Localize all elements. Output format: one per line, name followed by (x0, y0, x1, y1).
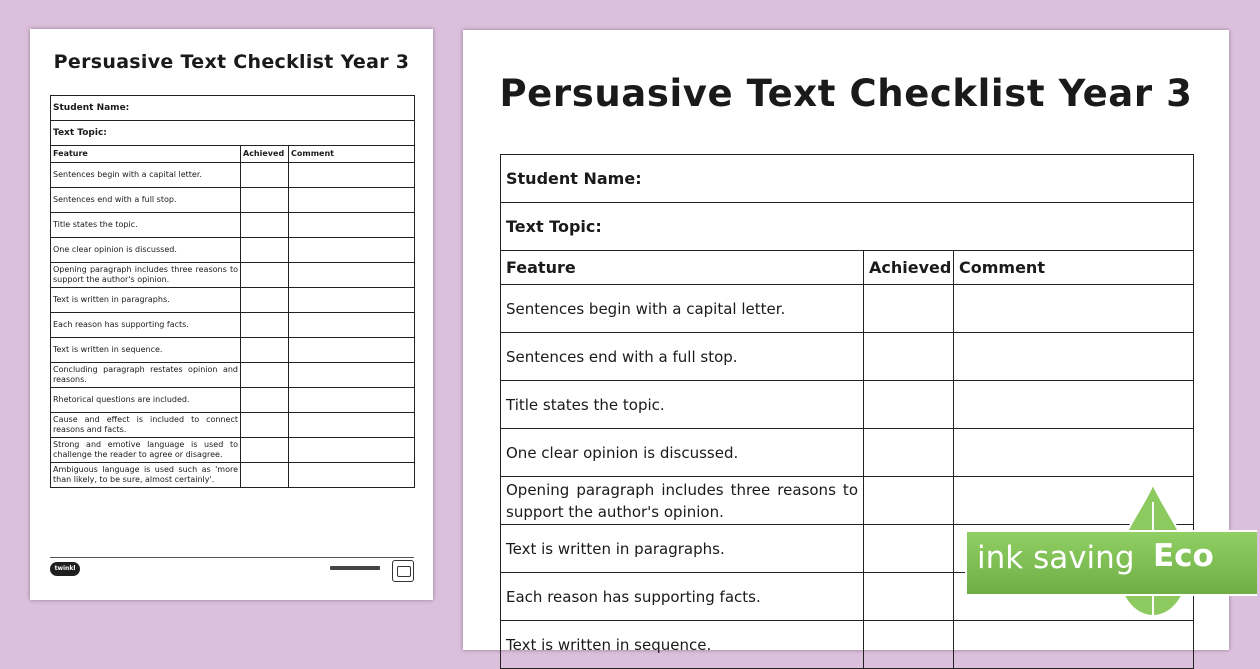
footer-badge-icon (392, 560, 414, 582)
feature-cell: Cause and effect is included to connect reasons and facts. (51, 413, 241, 438)
table-row (501, 333, 1194, 381)
feature-header: Feature (51, 146, 241, 163)
feature-cell: Text is written in sequence. (51, 338, 241, 363)
feature-cell: Concluding paragraph restates opinion and reasons. (51, 363, 241, 388)
comment-cell[interactable] (289, 238, 415, 263)
feature-cell: Sentences end with a full stop. (51, 188, 241, 213)
achieved-cell[interactable] (241, 413, 289, 438)
table-row (501, 285, 1194, 333)
student-name-label: Student Name: (51, 96, 415, 121)
feature-cell: Sentences begin with a capital letter. (51, 163, 241, 188)
comment-cell[interactable] (289, 388, 415, 413)
table-row (51, 238, 415, 263)
text-topic-label: Text Topic: (51, 121, 415, 146)
table-row (51, 363, 415, 388)
comment-cell[interactable] (954, 621, 1194, 669)
thumbnail-checklist-table (50, 95, 415, 488)
eco-label: Eco (1153, 538, 1214, 574)
table-row (51, 163, 415, 188)
achieved-cell[interactable] (241, 213, 289, 238)
comment-cell[interactable] (289, 263, 415, 288)
comment-cell[interactable] (289, 463, 415, 488)
comment-cell[interactable] (289, 188, 415, 213)
feature-cell: Text is written in sequence. (501, 621, 864, 669)
table-row (51, 463, 415, 488)
achieved-cell[interactable] (864, 477, 954, 525)
twinkl-logo: twinkl (50, 562, 80, 576)
table-row (51, 313, 415, 338)
feature-cell: Title states the topic. (501, 381, 864, 429)
achieved-cell[interactable] (864, 573, 954, 621)
achieved-cell[interactable] (241, 463, 289, 488)
footer-copyright-mark (330, 566, 380, 570)
achieved-cell[interactable] (864, 333, 954, 381)
comment-cell[interactable] (954, 333, 1194, 381)
achieved-cell[interactable] (241, 263, 289, 288)
comment-cell[interactable] (289, 288, 415, 313)
feature-cell: Sentences end with a full stop. (501, 333, 864, 381)
feature-cell: One clear opinion is discussed. (501, 429, 864, 477)
thumbnail-page (30, 29, 433, 600)
achieved-cell[interactable] (241, 388, 289, 413)
table-row (51, 413, 415, 438)
achieved-cell[interactable] (864, 621, 954, 669)
comment-cell[interactable] (289, 163, 415, 188)
feature-cell: One clear opinion is discussed. (51, 238, 241, 263)
feature-cell: Rhetorical questions are included. (51, 388, 241, 413)
comment-header: Comment (289, 146, 415, 163)
thumbnail-title: Persuasive Text Checklist Year 3 (53, 51, 410, 73)
feature-cell: Each reason has supporting facts. (501, 573, 864, 621)
achieved-cell[interactable] (241, 313, 289, 338)
feature-cell: Title states the topic. (51, 213, 241, 238)
achieved-cell[interactable] (241, 288, 289, 313)
feature-cell: Text is written in paragraphs. (51, 288, 241, 313)
student-name-label: Student Name: (501, 155, 1194, 203)
ink-saving-eco-badge (965, 480, 1257, 620)
text-topic-label: Text Topic: (501, 203, 1194, 251)
achieved-cell[interactable] (864, 525, 954, 573)
achieved-cell[interactable] (241, 438, 289, 463)
achieved-cell[interactable] (241, 363, 289, 388)
table-row (51, 188, 415, 213)
table-row (501, 381, 1194, 429)
comment-cell[interactable] (289, 213, 415, 238)
comment-cell[interactable] (289, 413, 415, 438)
feature-cell: Ambiguous language is used such as 'more than likely, to be sure, almost certainly'. (51, 463, 241, 488)
feature-cell: Sentences begin with a capital letter. (501, 285, 864, 333)
table-row (51, 388, 415, 413)
page-title: Persuasive Text Checklist Year 3 (499, 72, 1193, 115)
table-row (51, 438, 415, 463)
table-row (51, 288, 415, 313)
feature-cell: Text is written in paragraphs. (501, 525, 864, 573)
feature-cell: Opening paragraph includes three reasons to support the author's opinion. (51, 263, 241, 288)
achieved-cell[interactable] (864, 285, 954, 333)
feature-header: Feature (501, 251, 864, 285)
comment-cell[interactable] (954, 285, 1194, 333)
table-row (51, 338, 415, 363)
achieved-cell[interactable] (241, 238, 289, 263)
ink-saving-label: ink saving (977, 540, 1135, 576)
table-row (501, 429, 1194, 477)
comment-cell[interactable] (954, 429, 1194, 477)
achieved-cell[interactable] (241, 338, 289, 363)
comment-header: Comment (954, 251, 1194, 285)
feature-cell: Strong and emotive language is used to challenge the reader to agree or disagree. (51, 438, 241, 463)
comment-cell[interactable] (289, 363, 415, 388)
achieved-cell[interactable] (241, 188, 289, 213)
achieved-header: Achieved (241, 146, 289, 163)
feature-cell: Opening paragraph includes three reasons to support the author's opinion. (501, 477, 864, 525)
table-row (501, 621, 1194, 669)
table-row (51, 213, 415, 238)
comment-cell[interactable] (289, 313, 415, 338)
comment-cell[interactable] (954, 381, 1194, 429)
achieved-cell[interactable] (864, 381, 954, 429)
table-row (51, 263, 415, 288)
comment-cell[interactable] (289, 338, 415, 363)
achieved-cell[interactable] (864, 429, 954, 477)
achieved-header: Achieved (864, 251, 954, 285)
feature-cell: Each reason has supporting facts. (51, 313, 241, 338)
footer-divider (50, 557, 414, 558)
comment-cell[interactable] (289, 438, 415, 463)
achieved-cell[interactable] (241, 163, 289, 188)
